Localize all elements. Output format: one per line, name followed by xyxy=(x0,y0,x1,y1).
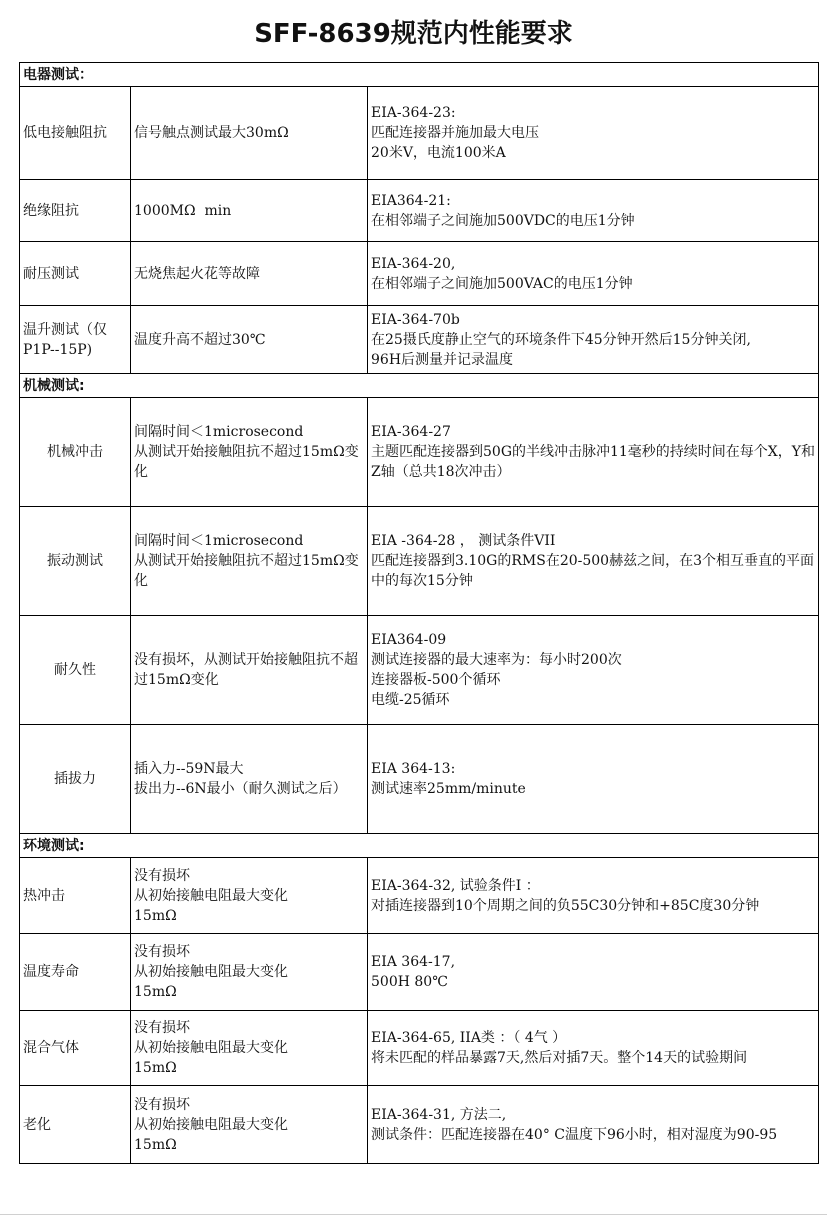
requirement-line: 1000MΩ min xyxy=(134,202,232,219)
requirement-cell xyxy=(131,306,368,374)
test-item-name: 混合气体 xyxy=(20,1011,131,1086)
requirement-cell xyxy=(131,616,368,725)
test-method-line: EIA364-21: xyxy=(371,192,451,209)
test-method-line: EIA -364-28 ， 测试条件VII xyxy=(371,533,556,549)
page-bottom-divider xyxy=(0,1214,827,1215)
table-row xyxy=(20,398,819,507)
test-method-cell xyxy=(368,180,819,242)
test-method-line: 测试速率25mm/minute xyxy=(371,781,526,797)
section-header: 电器测试： xyxy=(20,63,819,87)
table-row xyxy=(20,1086,819,1164)
requirement-cell xyxy=(131,242,368,306)
test-method-line: 主题匹配连接器到50G的半线冲击脉冲11毫秒的持续时间在每个X，Y和Z轴（总共18次冲击） xyxy=(371,444,816,480)
requirement-line: 拔出力--6N最小（耐久测试之后） xyxy=(134,781,347,797)
test-method-cell xyxy=(368,507,819,616)
requirement-line: 插入力--59N最大 xyxy=(134,761,244,777)
test-method-line: EIA-364-70b xyxy=(371,311,460,328)
requirement-cell xyxy=(131,87,368,180)
test-method-line: 在相邻端子之间施加500VAC的电压1分钟 xyxy=(371,275,633,292)
test-method-cell xyxy=(368,398,819,507)
requirement-line: 间隔时间＜1microsecond xyxy=(134,424,304,440)
page-title: SFF-8639规范内性能要求 xyxy=(254,19,573,49)
test-method-line: EIA-364-27 xyxy=(371,424,451,440)
test-method-line: 匹配连接器到3.10G的RMS在20-500赫兹之间，在3个相互垂直的平面中的每次15分钟 xyxy=(371,553,814,589)
test-method-line: EIA364-09 xyxy=(371,632,447,648)
test-method-cell xyxy=(368,725,819,834)
requirement-line: 温度升高不超过30℃ xyxy=(134,331,266,348)
test-method-line: 96H后测量并记录温度 xyxy=(371,351,514,368)
test-method-line: 对插连接器到10个周期之间的负55C30分钟和+85C度30分钟 xyxy=(371,897,760,914)
requirement-cell xyxy=(131,398,368,507)
section-header-row xyxy=(20,63,819,87)
test-method-line: 在25摄氏度静止空气的环境条件下45分钟开然后15分钟关闭, xyxy=(371,331,751,348)
test-method-line: EIA-364-23: xyxy=(371,105,456,121)
section-header: 机械测试: xyxy=(20,374,819,398)
test-method-line: EIA-364-20, xyxy=(371,255,456,272)
test-item-name: 热冲击 xyxy=(20,858,131,934)
requirement-line: 没有损坏 xyxy=(134,1020,190,1036)
test-item-name: 老化 xyxy=(20,1086,131,1164)
table-row xyxy=(20,180,819,242)
table-row xyxy=(20,87,819,180)
test-method-line: EIA-364-65, IIA类 ：（ 4气 ） xyxy=(371,1030,567,1046)
test-item-name: 机械冲击 xyxy=(20,398,131,507)
section-header-row xyxy=(20,834,819,858)
requirement-line: 从测试开始接触阻抗不超过15mΩ变化 xyxy=(134,553,359,589)
test-item-name: 耐压测试 xyxy=(20,242,131,306)
requirement-line: 从初始接触电阻最大变化 xyxy=(134,1040,288,1056)
requirement-line: 间隔时间＜1microsecond xyxy=(134,533,304,549)
test-method-cell xyxy=(368,1086,819,1164)
requirement-cell xyxy=(131,180,368,242)
requirement-cell xyxy=(131,1011,368,1086)
requirement-line: 从初始接触电阻最大变化 xyxy=(134,964,288,980)
requirement-cell xyxy=(131,858,368,934)
table-row xyxy=(20,306,819,374)
requirement-line: 从初始接触电阻最大变化 xyxy=(134,887,288,904)
requirement-line: 15mΩ xyxy=(134,1060,177,1076)
requirement-cell xyxy=(131,934,368,1011)
requirement-line: 从测试开始接触阻抗不超过15mΩ变化 xyxy=(134,444,359,480)
requirement-cell xyxy=(131,725,368,834)
test-method-line: 测试连接器的最大速率为：每小时200次 xyxy=(371,652,622,668)
test-method-cell xyxy=(368,87,819,180)
section-header: 环境测试: xyxy=(20,834,819,858)
table-row xyxy=(20,507,819,616)
test-item-name: 低电接触阻抗 xyxy=(20,87,131,180)
requirement-line: 15mΩ xyxy=(134,984,177,1000)
test-item-name: 振动测试 xyxy=(20,507,131,616)
requirement-cell xyxy=(131,507,368,616)
requirement-line: 无烧焦起火花等故障 xyxy=(134,265,260,282)
test-method-line: 在相邻端子之间施加500VDC的电压1分钟 xyxy=(371,212,635,229)
test-method-line: 测试条件：匹配连接器在40° C温度下96小时，相对湿度为90-95 xyxy=(371,1126,778,1143)
test-method-cell xyxy=(368,616,819,725)
test-method-line: EIA-364-32, 试验条件I ： xyxy=(371,877,540,894)
test-method-cell xyxy=(368,858,819,934)
test-method-cell xyxy=(368,242,819,306)
table-row xyxy=(20,858,819,934)
test-method-line: EIA 364-17, xyxy=(371,954,456,970)
test-method-line: EIA 364-13: xyxy=(371,761,456,777)
requirement-cell xyxy=(131,1086,368,1164)
test-method-line: 电缆-25循环 xyxy=(371,692,450,708)
test-method-line: 连接器板-500个循环 xyxy=(371,672,501,688)
test-item-name: 插拔力 xyxy=(20,725,131,834)
test-method-cell xyxy=(368,306,819,374)
table-row xyxy=(20,934,819,1011)
table-row xyxy=(20,616,819,725)
test-method-cell xyxy=(368,934,819,1011)
requirement-line: 没有损坏，从测试开始接触阻抗不超过15mΩ变化 xyxy=(134,652,358,688)
spec-table xyxy=(19,62,819,1164)
requirement-line: 信号触点测试最大30mΩ xyxy=(134,125,289,141)
table-row xyxy=(20,725,819,834)
section-header-row xyxy=(20,374,819,398)
test-item-name: 绝缘阻抗 xyxy=(20,180,131,242)
requirement-line: 没有损坏 xyxy=(134,867,190,884)
test-method-cell xyxy=(368,1011,819,1086)
requirement-line: 15mΩ xyxy=(134,907,177,924)
test-method-line: 20米V，电流100米A xyxy=(371,145,506,161)
requirement-line: 没有损坏 xyxy=(134,1096,190,1113)
requirement-line: 15mΩ xyxy=(134,1136,177,1153)
requirement-line: 没有损坏 xyxy=(134,944,190,960)
table-row xyxy=(20,1011,819,1086)
spec-table-body xyxy=(20,63,819,1164)
requirement-line: 从初始接触电阻最大变化 xyxy=(134,1116,288,1133)
test-method-line: 500H 80℃ xyxy=(371,974,448,990)
test-method-line: 匹配连接器并施加最大电压 xyxy=(371,125,539,141)
table-row xyxy=(20,242,819,306)
test-method-line: EIA-364-31, 方法二, xyxy=(371,1106,507,1123)
test-method-line: 将未匹配的样品暴露7天,然后对插7天。整个14天的试验期间 xyxy=(371,1050,748,1066)
test-item-name: 耐久性 xyxy=(20,616,131,725)
test-item-name: 温升测试（仅P1P--15P) xyxy=(20,306,131,374)
test-item-name: 温度寿命 xyxy=(20,934,131,1011)
